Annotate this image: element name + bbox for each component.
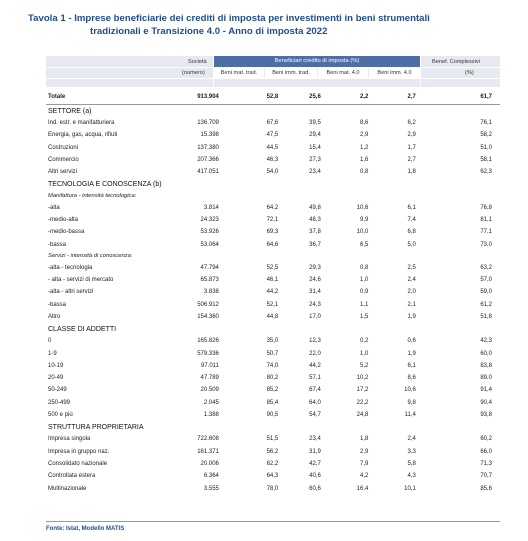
row-label: Impresa singola	[48, 436, 91, 443]
cell-beni-mat-trad: 44,5	[266, 144, 279, 151]
title-line-2: tradizionali e Transizione 4.0 - Anno di imposta 2022	[90, 26, 328, 37]
cell-beni-mat-40: 6,5	[359, 241, 369, 248]
cell-beni-imm-40: 2,9	[407, 132, 416, 139]
cell-benef-complessivi: 83,8	[480, 362, 492, 369]
table-row	[46, 372, 500, 384]
cell-benef-complessivi: 60,2	[480, 436, 492, 443]
cell-beni-mat-trad: 52,1	[266, 301, 279, 308]
cell-beni-mat-40: 10,0	[356, 229, 369, 236]
header-col-beni-imm-trad: Beni imm. trad.	[265, 68, 317, 78]
cell-beni-mat-40: 2,9	[359, 448, 369, 455]
row-label: 50-249	[48, 387, 67, 394]
row-label: Ind. estr. e manifatturiera	[48, 120, 115, 127]
cell-beni-imm-trad: 67,4	[309, 387, 321, 394]
cell-beni-mat-40: 0,8	[359, 264, 369, 271]
row-label: 20-49	[48, 375, 64, 382]
cell-beni-mat-40: 8,6	[359, 120, 369, 127]
row-label: Consolidato nazionale	[48, 460, 108, 467]
row-label: STRUTTURA PROPRIETARIA	[48, 423, 144, 431]
row-label: TECNOLOGIA E CONOSCENZA (b)	[48, 180, 162, 188]
row-label: Altri servizi	[48, 169, 78, 176]
row-label: -medio-bassa	[48, 229, 85, 236]
cell-societa: 165.826	[197, 338, 219, 345]
cell-societa: 154.360	[197, 314, 219, 320]
header-numero: (numero)	[182, 70, 205, 76]
row-label: -alta	[48, 204, 60, 211]
table-header	[46, 56, 500, 87]
row-label: 1-9	[48, 350, 57, 357]
cell-beni-mat-trad: 52,8	[221, 90, 278, 105]
cell-beni-mat-40: 22,2	[356, 399, 369, 406]
cell-beni-imm-trad: 64,0	[309, 399, 321, 406]
table-row	[46, 129, 500, 141]
cell-benef-complessivi: 76,1	[480, 120, 492, 127]
header-col-beni-mat-40: Beni mat. 4.0	[318, 68, 368, 78]
cell-benef-complessivi: 42,3	[480, 338, 492, 345]
section-header	[46, 105, 500, 118]
row-label: -alta - altri servizi	[48, 289, 94, 296]
cell-beni-mat-40: 1,1	[359, 301, 369, 308]
cell-societa: 913.904	[169, 90, 221, 105]
cell-beni-imm-40: 2,4	[407, 277, 416, 284]
table-row	[46, 397, 500, 409]
cell-beni-imm-trad: 40,6	[309, 473, 321, 480]
cell-beni-mat-40: 9,9	[359, 216, 369, 223]
cell-beni-mat-trad: 46,3	[266, 157, 279, 164]
cell-beni-mat-trad: 44,8	[266, 314, 279, 320]
cell-beni-mat-40: 16,4	[356, 485, 369, 492]
cell-benef-complessivi: 76,8	[480, 204, 492, 211]
header-col-beni-imm-40: Beni imm. 4.0	[369, 68, 420, 78]
cell-beni-mat-40: 1,0	[359, 277, 369, 284]
table-title	[28, 12, 508, 38]
cell-beni-mat-trad: 52,5	[266, 264, 279, 271]
cell-beni-mat-trad: 51,5	[266, 436, 279, 443]
cell-beni-imm-trad: 23,4	[309, 169, 321, 176]
cell-beni-imm-trad: 42,7	[309, 460, 321, 467]
table-row	[46, 117, 500, 129]
cell-benef-complessivi: 70,7	[480, 473, 492, 480]
cell-beni-imm-40: 2,0	[407, 289, 416, 296]
cell-societa: 3.814	[203, 204, 219, 211]
cell-beni-imm-40: 2,7	[368, 90, 416, 105]
cell-beni-imm-trad: 31,4	[309, 289, 321, 296]
cell-beni-mat-trad: 50,7	[266, 350, 279, 357]
cell-beni-imm-trad: 29,3	[309, 264, 321, 271]
cell-societa: 1.388	[203, 412, 219, 419]
cell-societa: 47.789	[200, 375, 219, 382]
cell-beni-mat-trad: 85,2	[266, 387, 279, 394]
cell-beni-mat-40: 24,8	[356, 412, 369, 419]
row-label: -alta - tecnologia	[48, 264, 93, 271]
cell-benef-complessivi: 59,0	[480, 289, 492, 296]
cell-beni-imm-40: 2,1	[407, 301, 416, 308]
row-label: Commercio	[48, 157, 79, 164]
subsection-header	[46, 190, 500, 201]
cell-beni-imm-40: 10,1	[404, 485, 416, 492]
table-row	[46, 201, 500, 213]
row-label: Costruzioni	[48, 144, 79, 151]
section-header	[46, 178, 500, 190]
cell-beni-imm-trad: 22,0	[309, 350, 321, 357]
cell-beni-mat-trad: 62,2	[266, 460, 279, 467]
total-row	[46, 90, 500, 105]
header-benef-complessivi: Benef. Complessivi	[432, 59, 480, 65]
cell-beni-imm-trad: 39,5	[309, 120, 321, 127]
cell-societa: 417.051	[197, 169, 219, 176]
cell-beni-mat-trad: 64,2	[266, 204, 279, 211]
cell-beni-mat-40: 1,8	[359, 436, 369, 443]
cell-beni-imm-trad: 12,3	[309, 338, 321, 345]
row-label: 500 e più	[48, 412, 73, 419]
cell-benef-complessivi: 71,3	[480, 460, 492, 467]
table-row	[46, 347, 500, 359]
cell-beni-imm-trad: 37,8	[309, 229, 321, 236]
cell-benef-complessivi: 61,2	[480, 301, 492, 308]
cell-societa: 161.371	[197, 448, 219, 455]
cell-benef-complessivi: 51,8	[480, 314, 492, 320]
cell-societa: 47.794	[200, 264, 219, 271]
cell-beni-mat-40: 1,0	[359, 350, 369, 357]
cell-benef-complessivi: 60,0	[480, 350, 492, 357]
row-label: Impresa in gruppo naz.	[48, 448, 110, 455]
cell-beni-mat-trad: 69,3	[266, 229, 279, 236]
table-row	[46, 226, 500, 238]
cell-benef-complessivi: 63,2	[480, 264, 492, 271]
cell-beni-imm-40: 2,5	[407, 264, 416, 271]
cell-beni-mat-40: 0,9	[359, 289, 369, 296]
cell-societa: 506.912	[197, 301, 219, 308]
cell-beni-mat-trad: 67,6	[266, 120, 279, 127]
table-body	[46, 90, 500, 495]
cell-beni-imm-40: 7,4	[407, 216, 416, 223]
cell-beni-imm-40: 10,6	[404, 387, 416, 394]
cell-beni-mat-trad: 54,0	[266, 169, 279, 176]
table-row	[46, 166, 500, 178]
cell-beni-mat-trad: 80,2	[266, 375, 279, 382]
cell-beni-mat-40: 10,6	[356, 204, 369, 211]
header-pct: (%)	[465, 70, 474, 76]
cell-beni-mat-trad: 44,2	[266, 289, 279, 296]
cell-beni-imm-40: 6,2	[407, 120, 416, 127]
cell-beni-imm-40: 2,7	[407, 157, 416, 164]
cell-beni-mat-trad: 35,0	[266, 338, 279, 345]
row-label: - alta - servizi di mercato	[48, 277, 114, 284]
cell-beni-mat-trad: 74,0	[266, 362, 279, 369]
cell-beni-imm-trad: 23,4	[309, 436, 321, 443]
cell-beni-mat-40: 2,2	[321, 90, 369, 105]
cell-benef-complessivi: 62,3	[480, 169, 492, 176]
cell-beni-imm-trad: 31,9	[309, 448, 321, 455]
cell-benef-complessivi: 91,4	[480, 387, 492, 394]
cell-beni-imm-40: 5,8	[407, 460, 416, 467]
cell-beni-mat-40: 17,2	[356, 387, 369, 394]
subsection-header	[46, 251, 500, 262]
cell-societa: 207.366	[197, 157, 219, 164]
cell-benef-complessivi: 58,1	[480, 157, 492, 164]
cell-benef-complessivi: 81,1	[480, 216, 492, 223]
cell-beni-imm-40: 6,1	[407, 204, 416, 211]
cell-beni-mat-40: 0,2	[359, 338, 369, 345]
cell-societa: 15.398	[200, 132, 219, 139]
cell-beni-imm-trad: 29,4	[309, 132, 321, 139]
cell-benef-complessivi: 58,2	[480, 132, 492, 139]
cell-societa: 137.380	[197, 144, 219, 151]
table-row	[46, 433, 500, 445]
cell-societa: 20.006	[200, 460, 219, 467]
cell-beni-imm-trad: 54,7	[309, 412, 321, 419]
cell-beni-imm-trad: 48,3	[309, 216, 321, 223]
cell-beni-mat-trad: 64,3	[266, 473, 279, 480]
cell-beni-mat-trad: 72,1	[266, 216, 279, 223]
cell-beni-imm-40: 1,9	[407, 350, 416, 357]
table-row	[46, 238, 500, 250]
row-label: 0	[48, 338, 52, 345]
cell-beni-imm-40: 1,8	[407, 169, 416, 176]
cell-benef-complessivi: 89,0	[480, 375, 492, 382]
cell-beni-imm-trad: 25,6	[278, 90, 321, 105]
table-row	[46, 299, 500, 311]
cell-beni-imm-trad: 57,1	[309, 375, 321, 382]
cell-beni-mat-40: 1,6	[359, 157, 369, 164]
row-label: Manifattura - intensità tecnologica:	[48, 192, 137, 199]
table-row	[46, 458, 500, 470]
cell-beni-imm-trad: 36,7	[309, 241, 321, 248]
table-row	[46, 335, 500, 347]
cell-beni-imm-trad: 27,3	[309, 157, 321, 164]
cell-benef-complessivi: 77,1	[480, 229, 492, 236]
row-label: -bassa	[48, 301, 67, 308]
table-row	[46, 274, 500, 286]
title-line-1: Tavola 1 - Imprese beneficiarie dei crediti di imposta per investimenti in beni strumentali	[28, 13, 430, 24]
table-row	[46, 409, 500, 421]
cell-beni-imm-40: 0,6	[407, 338, 416, 345]
cell-beni-imm-40: 1,9	[407, 314, 416, 320]
row-label: Totale	[46, 90, 169, 105]
cell-beni-imm-40: 6,8	[407, 229, 416, 236]
table-row	[46, 482, 500, 494]
row-label: Altro	[48, 314, 61, 320]
cell-beni-mat-40: 10,2	[356, 375, 369, 382]
header-societa: Società	[188, 59, 207, 65]
header-beneficiari: Beneficiari credito di imposta (%)	[214, 56, 420, 67]
cell-beni-mat-40: 2,9	[359, 132, 369, 139]
cell-societa: 53.926	[200, 229, 219, 236]
cell-beni-imm-40: 1,7	[407, 144, 416, 151]
row-label: CLASSE DI ADDETTI	[48, 325, 117, 333]
cell-beni-mat-trad: 78,0	[266, 485, 279, 492]
cell-beni-imm-40: 3,3	[407, 448, 416, 455]
cell-benef-complessivi: 57,0	[480, 277, 492, 284]
cell-benef-complessivi: 93,8	[480, 412, 492, 419]
row-label: Multinazionale	[48, 485, 87, 492]
cell-beni-mat-40: 1,5	[359, 314, 369, 320]
cell-beni-mat-40: 0,8	[359, 169, 369, 176]
cell-societa: 722.608	[197, 436, 219, 443]
cell-societa: 136.709	[197, 120, 219, 127]
cell-beni-mat-trad: 90,5	[266, 412, 279, 419]
cell-societa: 24.323	[200, 216, 219, 223]
row-label: -bassa	[48, 241, 67, 248]
source-note: Fonte: Istat, Modello MATIS	[46, 526, 125, 532]
cell-societa: 6.364	[203, 473, 219, 480]
row-label: -medio-alta	[48, 216, 79, 223]
cell-beni-mat-40: 4,2	[359, 473, 369, 480]
cell-beni-imm-40: 11,4	[404, 412, 416, 419]
cell-beni-imm-40: 4,3	[407, 473, 416, 480]
table-row	[46, 360, 500, 372]
cell-benef-complessivi: 85,6	[480, 485, 492, 492]
cell-benef-complessivi: 73,0	[480, 241, 492, 248]
cell-societa: 65.873	[200, 277, 219, 284]
table-row	[46, 154, 500, 166]
section-header	[46, 421, 500, 433]
cell-benef-complessivi: 66,0	[480, 448, 492, 455]
cell-benef-complessivi: 51,0	[480, 144, 492, 151]
cell-societa: 579.336	[197, 350, 219, 357]
row-label: SETTORE (a)	[48, 107, 92, 115]
data-table	[46, 90, 500, 495]
table-row	[46, 286, 500, 298]
cell-beni-mat-40: 5,2	[359, 362, 369, 369]
cell-beni-imm-trad: 24,6	[309, 277, 321, 284]
cell-beni-imm-trad: 49,8	[309, 204, 321, 211]
cell-societa: 20.509	[200, 387, 219, 394]
cell-benef-complessivi: 61,7	[416, 90, 500, 105]
cell-societa: 97.011	[200, 362, 219, 369]
bottom-rule	[46, 521, 500, 522]
row-label: Energia, gas, acqua, rifiuti	[48, 132, 118, 139]
cell-beni-mat-trad: 56,2	[266, 448, 279, 455]
cell-societa: 3.555	[203, 485, 219, 492]
cell-societa: 2.045	[203, 399, 219, 406]
section-header	[46, 323, 500, 335]
cell-beni-imm-40: 5,0	[407, 241, 416, 248]
header-col-beni-mat-trad: Beni mat. trad.	[214, 68, 264, 78]
table-row	[46, 262, 500, 274]
header-rule	[46, 78, 500, 79]
cell-beni-imm-40: 2,4	[407, 436, 416, 443]
table-row	[46, 470, 500, 482]
row-label: 10-19	[48, 362, 64, 369]
cell-beni-imm-40: 9,8	[407, 399, 416, 406]
table-row	[46, 446, 500, 458]
cell-societa: 53.064	[200, 241, 219, 248]
cell-beni-mat-trad: 64,6	[266, 241, 279, 248]
cell-beni-imm-trad: 44,2	[309, 362, 321, 369]
cell-beni-mat-trad: 46,1	[266, 277, 279, 284]
cell-societa: 3.838	[203, 289, 219, 296]
cell-beni-mat-40: 1,2	[359, 144, 369, 151]
table-row	[46, 142, 500, 154]
header-divider	[420, 56, 421, 87]
cell-beni-mat-trad: 47,5	[266, 132, 279, 139]
cell-beni-imm-trad: 24,3	[309, 301, 321, 308]
cell-beni-imm-trad: 60,6	[309, 485, 321, 492]
cell-beni-imm-trad: 15,4	[309, 144, 321, 151]
cell-beni-mat-trad: 85,4	[266, 399, 279, 406]
table-row	[46, 214, 500, 226]
row-label: 250-499	[48, 399, 71, 406]
row-label: Controllata estera	[48, 473, 96, 480]
cell-beni-imm-40: 6,1	[407, 362, 416, 369]
cell-beni-imm-trad: 17,0	[309, 314, 321, 320]
cell-beni-mat-40: 7,9	[359, 460, 369, 467]
table-row	[46, 311, 500, 323]
table-row	[46, 384, 500, 396]
row-label: Servizi - intensità di conoscenza:	[48, 253, 133, 260]
cell-beni-imm-40: 8,6	[407, 375, 416, 382]
cell-benef-complessivi: 90,4	[480, 399, 492, 406]
